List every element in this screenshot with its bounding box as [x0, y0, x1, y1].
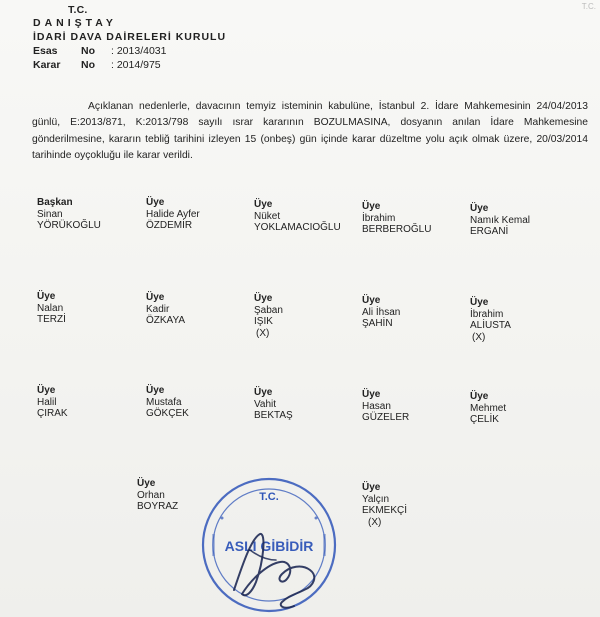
member-role: Üye	[37, 385, 56, 396]
member-first-name: Kadir	[146, 303, 170, 315]
member-role: Üye	[362, 482, 381, 493]
member-role: Üye	[254, 199, 273, 210]
member-note: (X)	[256, 327, 270, 339]
member-block	[362, 295, 400, 330]
member-block	[470, 203, 530, 238]
member-last-name: GÜZELER	[362, 412, 410, 423]
member-last-name: BEKTAŞ	[254, 410, 293, 421]
member-role: Üye	[470, 297, 489, 308]
corner-mark: T.C.	[581, 2, 596, 11]
member-last-name: GÖKÇEK	[146, 408, 189, 419]
member-role: Üye	[146, 197, 165, 208]
member-block	[254, 293, 283, 339]
member-last-name: EKMEKÇİ	[362, 505, 408, 516]
member-first-name: Halide Ayfer	[146, 208, 200, 220]
member-role: Üye	[470, 203, 489, 214]
member-first-name: Şaban	[254, 304, 283, 316]
stamp-top-text: T.C.	[259, 491, 279, 503]
member-block	[37, 197, 101, 232]
member-last-name: BOYRAZ	[137, 501, 179, 512]
member-role: Üye	[254, 293, 273, 304]
karar-value: : 2014/975	[111, 59, 161, 71]
member-last-name: ŞAHİN	[362, 318, 393, 329]
member-first-name: Nalan	[37, 302, 64, 314]
karar-reference	[33, 59, 161, 71]
member-last-name: ÖZKAYA	[146, 315, 186, 326]
member-role: Üye	[254, 387, 273, 398]
member-block	[470, 391, 506, 426]
member-block	[37, 291, 66, 326]
member-block	[254, 387, 293, 422]
esas-reference	[33, 45, 166, 57]
member-last-name: YOKLAMACIOĞLU	[254, 222, 341, 233]
member-role: Üye	[470, 391, 489, 402]
member-last-name: BERBEROĞLU	[362, 224, 432, 235]
member-role: Üye	[37, 291, 56, 302]
member-first-name: Vahit	[254, 398, 277, 410]
member-first-name: Namık Kemal	[470, 214, 531, 226]
member-block	[37, 385, 68, 420]
member-last-name: ÇELİK	[470, 414, 499, 425]
member-last-name: IŞIK	[254, 316, 273, 327]
member-block	[362, 389, 409, 424]
member-first-name: İbrahim	[362, 212, 396, 224]
member-block	[146, 292, 185, 327]
member-first-name: Yalçın	[362, 493, 390, 505]
stamp-main-text: ASLI GİBİDİR	[224, 538, 314, 554]
member-role: Üye	[362, 389, 381, 400]
member-role: Üye	[137, 478, 156, 489]
member-first-name: Halil	[37, 396, 57, 408]
member-block	[146, 385, 189, 420]
member-last-name: ERGANİ	[470, 226, 509, 237]
member-first-name: Mehmet	[470, 402, 507, 414]
signature-scribble	[224, 520, 344, 615]
esas-no-label: No	[81, 45, 95, 57]
member-first-name: Sinan	[37, 208, 63, 220]
header-tc: T.C.	[68, 4, 88, 16]
member-block	[470, 297, 511, 343]
member-role: Üye	[362, 201, 381, 212]
member-last-name: TERZİ	[37, 314, 66, 325]
member-first-name: Nüket	[254, 210, 281, 222]
member-last-name: YÖRÜKOĞLU	[37, 220, 101, 231]
header-board: İDARİ DAVA DAİRELERİ KURULU	[33, 31, 227, 43]
member-first-name: Hasan	[362, 400, 391, 412]
esas-label: Esas	[33, 45, 58, 57]
member-block	[146, 197, 200, 232]
header-institution: DANIŞTAY	[33, 17, 117, 29]
member-first-name: Orhan	[137, 489, 165, 501]
member-role: Üye	[146, 292, 165, 303]
member-block	[254, 199, 341, 234]
member-first-name: İbrahim	[470, 308, 504, 320]
esas-value: : 2013/4031	[111, 45, 167, 57]
member-note: (X)	[472, 331, 486, 343]
member-role: Üye	[362, 295, 381, 306]
member-block	[362, 201, 431, 236]
member-first-name: Mustafa	[146, 396, 182, 408]
member-note: (X)	[368, 516, 382, 528]
member-block	[137, 478, 178, 513]
member-role: Başkan	[37, 197, 73, 208]
member-last-name: ÖZDEMİR	[146, 220, 193, 231]
decision-paragraph	[32, 99, 588, 165]
member-first-name: Ali İhsan	[362, 306, 401, 318]
member-role: Üye	[146, 385, 165, 396]
karar-no-label: No	[81, 59, 95, 71]
member-block	[362, 482, 407, 528]
decision-text: Açıklanan nedenlerle, davacının temyiz isteminin kabulüne, İstanbul 2. İdare Mahkemesinin 24/04/2013 günlü, E:2013/871, K:2013/798 sayılı ısrar kararının BOZULMASINA, dosyanın anılan İdare Mahkemesine gönderilmesine, kararın tebliğ tarihini izleyen 15 (onbeş) gün içinde karar düzeltme yolu açık olmak üzere, 20/03/2014 tarihinde oyçokluğu ile karar verildi.	[32, 101, 588, 162]
member-last-name: ÇIRAK	[37, 408, 68, 419]
karar-label: Karar	[33, 59, 61, 71]
member-last-name: ALİUSTA	[470, 320, 511, 331]
